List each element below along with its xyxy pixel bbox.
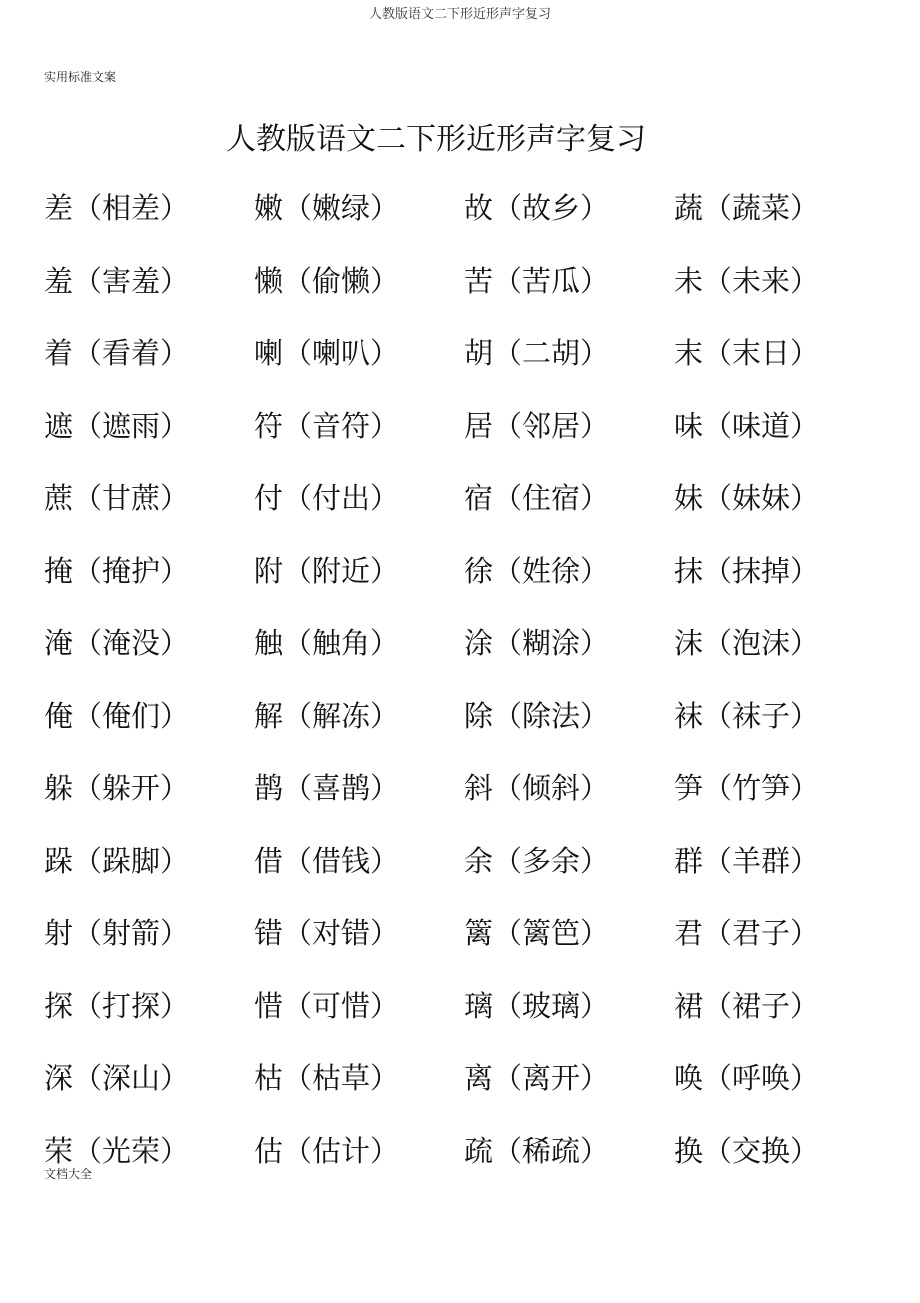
character-entry: 俺（俺们） [44,698,190,733]
character-entry: 末（末日） [674,336,820,370]
character-entry: 群（羊群） [674,843,820,878]
character-entry: 味（味道） [674,408,820,443]
grid-row [44,548,884,621]
character-entry: 解（解冻） [254,698,400,733]
character-entry: 估（估计） [254,1133,400,1168]
grid-row [44,983,884,1056]
character-entry: 余（多余） [464,843,610,878]
character-entry: 离（离开） [464,1061,610,1095]
character-entry: 探（打探） [44,988,190,1023]
character-entry: 掩（掩护） [44,553,190,588]
character-entry: 宿（住宿） [464,481,610,515]
character-entry: 蔗（甘蔗） [44,481,190,515]
grid-row [44,838,884,911]
character-entry: 惜（可惜） [254,988,400,1023]
grid-row [44,475,884,548]
character-entry: 裙（裙子） [674,988,820,1023]
character-entry: 居（邻居） [464,408,610,443]
character-entry: 妹（妹妹） [674,481,820,515]
character-entry: 疏（稀疏） [464,1133,610,1168]
grid-row [44,1128,884,1201]
character-entry: 璃（玻璃） [464,988,610,1023]
character-entry: 苦（苦瓜） [464,263,610,298]
character-entry: 未（未来） [674,263,820,298]
grid-row [44,330,884,403]
character-entry: 故（故乡） [464,191,610,225]
header-note: 实用标准文案 [44,70,117,84]
character-entry: 附（附近） [254,553,400,588]
character-entry: 沫（泡沫） [674,626,820,660]
character-entry: 涂（糊涂） [464,626,610,660]
character-entry: 射（射箭） [44,916,190,950]
character-entry: 遮（遮雨） [44,408,190,443]
grid-row [44,910,884,983]
character-entry: 君（君子） [674,916,820,950]
page-title: 人教版语文二下形近形声字复习 [226,122,646,157]
character-entry: 枯（枯草） [254,1061,400,1095]
grid-row [44,1055,884,1128]
character-entry: 触（触角） [254,626,400,660]
character-entry: 跺（跺脚） [44,843,190,878]
grid-row [44,258,884,331]
character-entry: 符（音符） [254,408,400,443]
character-entry: 喇（喇叭） [254,336,400,370]
character-entry: 抹（抹掉） [674,553,820,588]
character-entry: 着（看着） [44,336,190,370]
grid-row [44,185,884,258]
character-entry: 嫩（嫩绿） [254,191,400,225]
character-entry: 除（除法） [464,698,610,733]
character-entry: 躲（躲开） [44,771,190,805]
grid-row [44,765,884,838]
character-entry: 笋（竹笋） [674,771,820,805]
character-entry: 唤（呼唤） [674,1061,820,1095]
character-entry: 徐（姓徐） [464,553,610,588]
character-entry: 借（借钱） [254,843,400,878]
character-grid [44,185,884,1200]
character-entry: 袜（袜子） [674,698,820,733]
grid-row [44,403,884,476]
character-entry: 鹊（喜鹊） [254,771,400,805]
character-entry: 懒（偷懒） [254,263,400,298]
running-header: 人教版语文二下形近形声字复习 [368,7,551,22]
character-entry: 换（交换） [674,1133,820,1168]
character-entry: 淹（淹没） [44,626,190,660]
character-entry: 错（对错） [254,916,400,950]
character-entry: 斜（倾斜） [464,771,610,805]
grid-row [44,620,884,693]
character-entry: 篱（篱笆） [464,916,610,950]
character-entry: 羞（害羞） [44,263,190,298]
character-entry: 差（相差） [44,191,190,225]
character-entry: 荣（光荣） [44,1133,190,1168]
character-entry: 蔬（蔬菜） [674,191,820,225]
character-entry: 深（深山） [44,1061,190,1095]
footer-note: 文档大全 [44,1167,93,1181]
character-entry: 胡（二胡） [464,336,610,370]
grid-row [44,693,884,766]
character-entry: 付（付出） [254,481,400,515]
